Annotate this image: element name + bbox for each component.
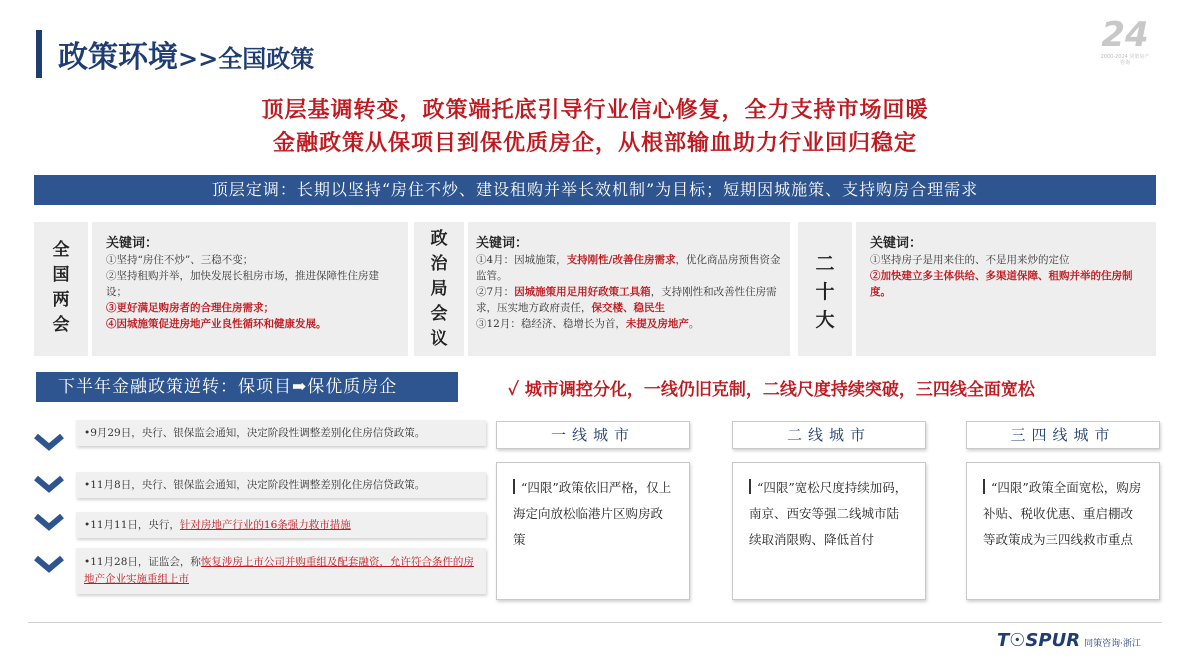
panel-label-politburo <box>414 222 464 352</box>
panel-politburo <box>468 222 790 356</box>
city-tier-2-desc: “四限”宽松尺度持续加码，南京、西安等强二线城市陆续取消限购、降低首付 <box>749 480 908 547</box>
panel-two-sessions <box>92 222 408 356</box>
event-text: •11月11日，央行， <box>84 518 180 531</box>
panel-label-box <box>34 222 88 356</box>
anniversary-logo <box>1100 14 1150 66</box>
anniversary-logo-caption: 2000-2024 同策房产咨询 <box>1100 54 1150 66</box>
chevron-down-icon <box>34 512 64 532</box>
label-char: 全 <box>52 240 70 260</box>
quote-bar <box>983 479 985 494</box>
headline-2: 金融政策从保项目到保优质房企，从根部输血助力行业回归稳定 <box>272 130 917 156</box>
city-tier-3-card <box>966 462 1160 600</box>
panel-label-box <box>798 222 852 356</box>
panel-label-congress <box>798 222 852 334</box>
keyword-text: ，支持刚性和改善性住房需求，压实地方政府责任， <box>476 286 777 314</box>
chevron-down-icon <box>34 432 64 452</box>
event-text: •11月28日，证监会，称 <box>84 556 201 568</box>
finance-event <box>76 512 486 538</box>
panel-label-two-sessions <box>34 222 88 338</box>
label-char: 会 <box>430 304 448 324</box>
event-highlight: 恢复涉房上市公司并购重组及配套融资，允许符合条件的房地产企业实施重组上市 <box>84 556 474 585</box>
label-char: 政 <box>430 229 448 249</box>
keyword-text: ②7月： <box>476 286 515 298</box>
keyword-line: ②加快建立多主体供给、多渠道保障、租购并举的住房制度。 <box>870 270 1133 298</box>
brand-subtitle: 同策咨询·浙江 <box>1084 639 1141 649</box>
keyword-text: ③12月：稳经济、稳增长为首， <box>476 318 626 330</box>
keyword-line: ④因城施策促进房地产业良性循环和健康发展。 <box>106 318 327 330</box>
keyword-line <box>476 284 782 316</box>
city-tier-2-heading: 二线城市 <box>732 421 926 449</box>
event-text: •9月29日，央行、银保监会通知，决定阶段性调整差别化住房信贷政策。 <box>84 426 426 439</box>
page-title-suffix: >>全国政策 <box>178 44 315 73</box>
panel-congress <box>856 222 1156 356</box>
anniversary-logo-number: 24 <box>1101 15 1149 55</box>
panel-label-box <box>414 222 464 356</box>
finance-event <box>76 420 486 446</box>
event-highlight: 针对房地产行业的16条强力救市措施 <box>179 518 351 531</box>
keyword-line: ③更好满足购房者的合理住房需求； <box>106 302 274 314</box>
event-text: •11月8日，央行、银保监会通知，决定阶段性调整差别化住房信贷政策。 <box>84 478 426 491</box>
keyword-text: ，优化商品房预售资金监管。 <box>476 254 781 282</box>
brand-logo <box>997 630 1141 651</box>
keyword-line: ①坚持“房住不炒”、三稳不变； <box>106 254 254 266</box>
keyword-highlight: 未提及房地产 <box>625 318 689 330</box>
city-tier-1-desc: “四限”政策依旧严格，仅上海定向放松临港片区购房政策 <box>513 480 672 547</box>
label-char: 议 <box>430 329 448 349</box>
label-char: 二 <box>815 253 835 275</box>
city-tier-2-card <box>732 462 926 600</box>
page-title <box>58 32 314 76</box>
quote-bar <box>513 479 515 494</box>
label-char: 十 <box>815 281 835 303</box>
chevron-down-icon <box>34 474 64 494</box>
keywords-title: 关键词： <box>106 236 159 251</box>
keyword-highlight: 保交楼、稳民生 <box>591 302 665 314</box>
keywords-title: 关键词： <box>476 236 529 251</box>
finance-event <box>76 472 486 498</box>
label-char: 会 <box>52 315 70 335</box>
label-char: 局 <box>430 279 448 299</box>
keyword-text: ①4月：因城施策， <box>476 254 567 266</box>
top-policy-banner: 顶层定调：长期以坚持“房住不炒、建设租购并举长效机制”为目标；短期因城施策、支持购房合理需求 <box>34 175 1156 205</box>
finance-event <box>76 548 486 594</box>
keyword-highlight: 因城施策用足用好政策工具箱 <box>514 286 651 298</box>
label-char: 大 <box>815 309 835 331</box>
label-char: 国 <box>52 265 70 285</box>
city-summary-heading: ✓ 城市调控分化，一线仍旧克制，二线尺度持续突破，三四线全面宽松 <box>508 380 1035 400</box>
page-title-main: 政策环境 <box>58 40 178 75</box>
keyword-line: ②坚持租购并举，加快发展长租房市场，推进保障性住房建设； <box>106 270 379 298</box>
label-char: 治 <box>430 254 448 274</box>
keywords-title: 关键词： <box>870 236 923 251</box>
keyword-line <box>476 252 782 284</box>
keyword-line: ①坚持房子是用来住的、不是用来炒的定位 <box>870 254 1070 266</box>
city-tier-3-heading: 三四线城市 <box>966 421 1160 449</box>
city-tier-3-desc: “四限”政策全面宽松，购房补贴、税收优惠、重启棚改等政策成为三四线救市重点 <box>983 480 1142 547</box>
label-char: 两 <box>52 290 70 310</box>
brand-name: T☉SPUR <box>997 630 1081 651</box>
city-tier-1-heading: 一线城市 <box>496 421 690 449</box>
headline-1: 顶层基调转变，政策端托底引导行业信心修复，全力支持市场回暖 <box>261 97 929 123</box>
keyword-highlight: 支持刚性/改善住房需求 <box>566 254 676 266</box>
finance-policy-banner: 下半年金融政策逆转：保项目➡保优质房企 <box>36 372 458 402</box>
keyword-line <box>476 316 782 332</box>
chevron-down-icon <box>34 554 64 574</box>
footer-divider <box>28 622 1162 623</box>
quote-bar <box>749 479 751 494</box>
keyword-text: 。 <box>688 318 700 330</box>
title-accent-bar <box>36 30 42 78</box>
city-tier-1-card <box>496 462 690 600</box>
